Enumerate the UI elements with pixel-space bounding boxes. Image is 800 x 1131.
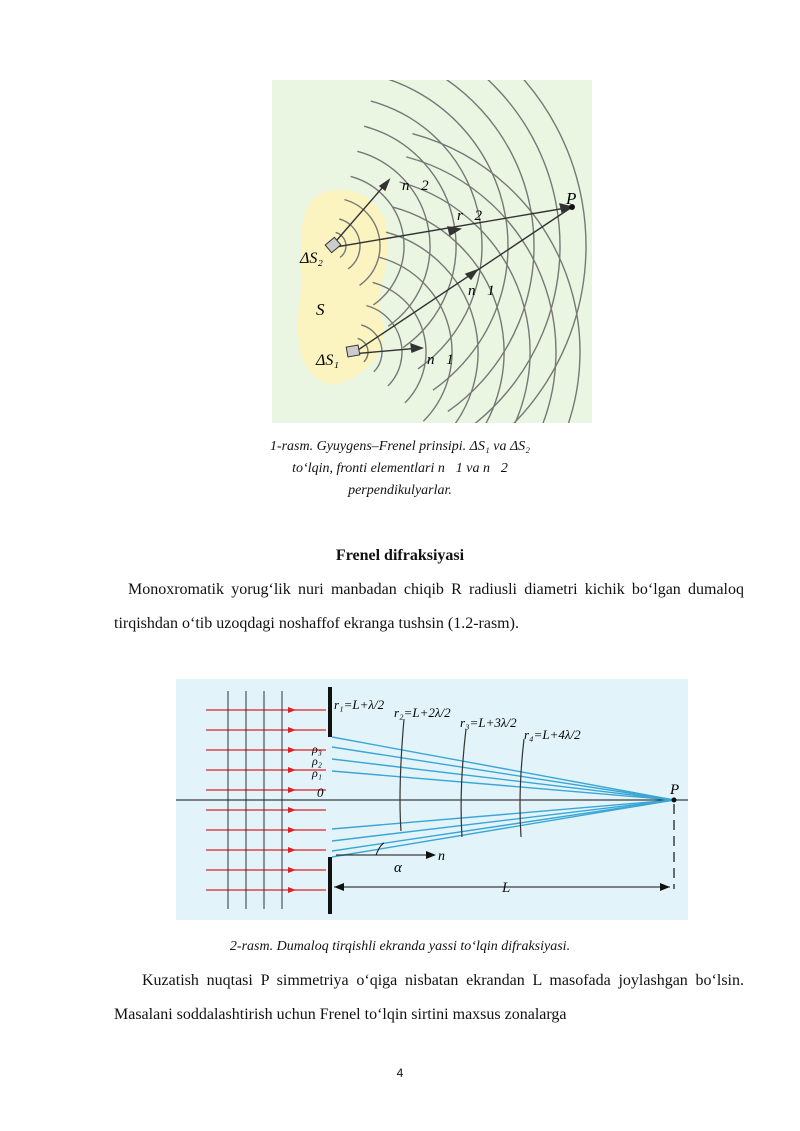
label-r3: r₃=L+3λ/2 <box>460 715 517 730</box>
page-number: 4 <box>396 1066 404 1080</box>
paragraph-intro: Monoxromatik yorug‘lik nuri manbadan chiqib R radiusli diametri kichik bo‘lgan dumaloq tirqishdan o‘tib uzoqdagi noshaffof ekranga tushsin (1.2-rasm). <box>114 581 744 632</box>
section-heading: Frenel difraksiyasi <box>335 547 465 564</box>
label-ds2: ΔS₂ <box>300 250 323 267</box>
figure1-caption-line: 1-rasm. Gyuygens–Frenel prinsipi. ΔS₁ va ΔS₂ <box>269 439 531 454</box>
label-n1: n⃗1 <box>427 352 454 368</box>
element-ds1 <box>346 345 360 357</box>
label-n: n⃗ <box>438 849 456 864</box>
label-r1: r₁=L+λ/2 <box>334 697 385 712</box>
label-r4: r₄=L+4λ/2 <box>524 727 581 742</box>
wavefront-surface-s <box>297 190 387 385</box>
figure1-caption-line: perpendikulyarlar. <box>348 483 452 498</box>
label-r2: r₂=L+2λ/2 <box>394 705 451 720</box>
label-s: S <box>316 300 325 319</box>
label-n2: n⃗2 <box>402 178 429 194</box>
label-r2: r⃗2 <box>457 208 483 224</box>
label-n1-diagonal: n⃗1 <box>468 283 495 299</box>
label-ds1: ΔS₁ <box>316 352 339 369</box>
label-rho2: ρ₂ <box>312 754 322 768</box>
figure1-caption <box>200 436 600 502</box>
label-rho1: ρ₁ <box>312 766 322 780</box>
label-rho3: ρ₃ <box>312 742 322 756</box>
label-p: P <box>670 782 680 798</box>
figure1-caption-line: to‘lqin, fronti elementlari n⃗1 va n⃗2 <box>292 461 508 476</box>
label-alpha: α <box>394 860 402 876</box>
figure-circular-aperture <box>176 679 688 920</box>
label-p: P <box>566 189 577 208</box>
label-zero: 0 <box>317 785 324 800</box>
paragraph-observation: Kuzatish nuqtasi P simmetriya o‘qiga nisbatan ekrandan L masofada joylashgan bo‘lsin. Masalani soddalashtirish uchun Frenel to‘lqin sirtini maxsus zonalarga <box>114 972 744 1023</box>
figure2-caption: 2-rasm. Dumaloq tirqishli ekranda yassi to‘lqin difraksiyasi. <box>229 939 571 954</box>
figure-huygens-fresnel <box>272 80 592 423</box>
point-p <box>672 798 677 803</box>
label-l: L <box>502 880 511 896</box>
